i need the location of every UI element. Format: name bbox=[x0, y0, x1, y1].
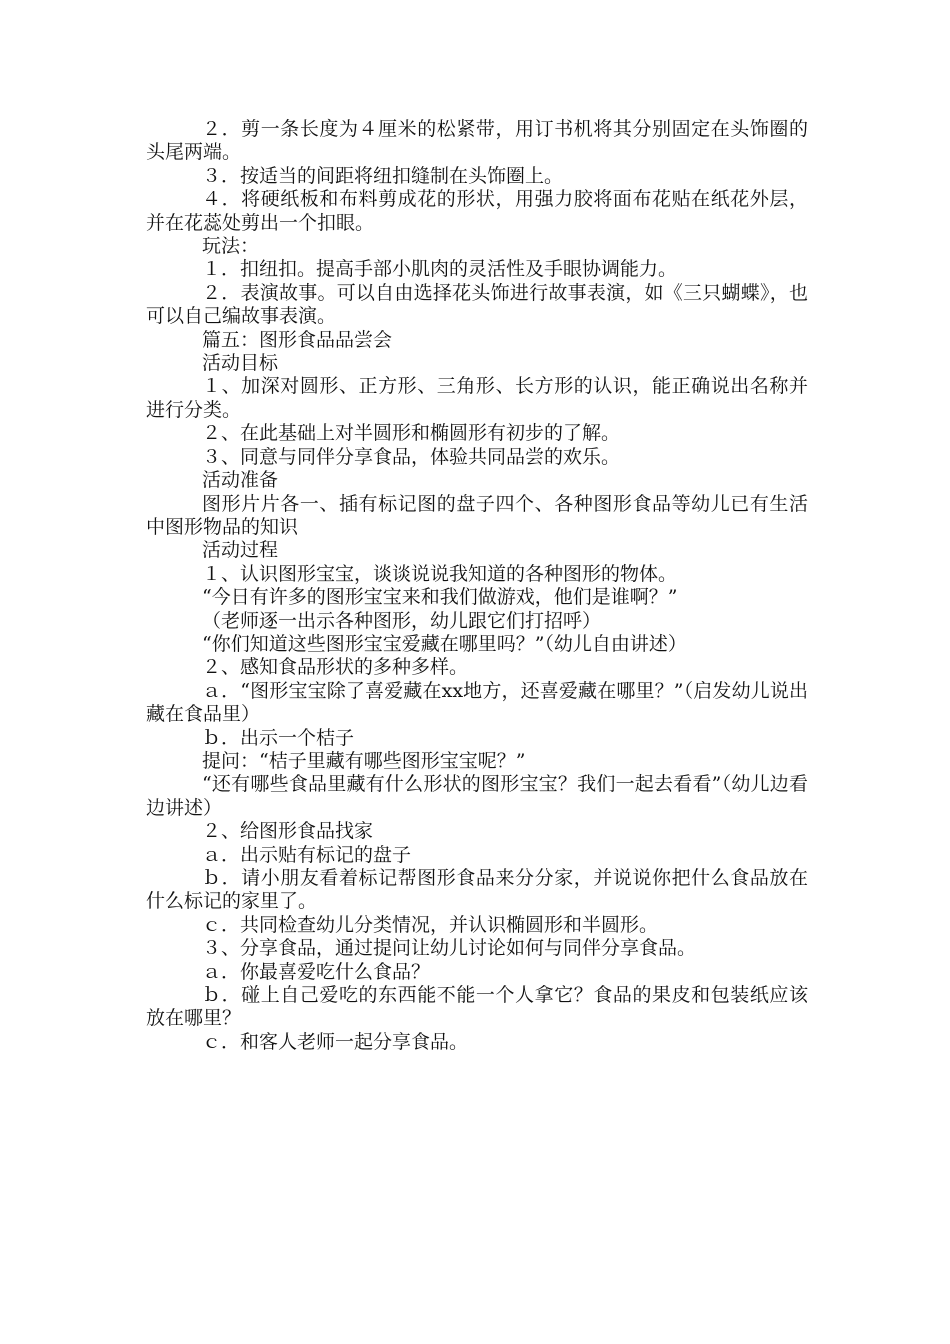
process-quote-2: “你们知道这些图形宝宝爱藏在哪里吗？”（幼儿自由讲述） bbox=[202, 632, 687, 655]
process-step-3a: ａ．出示贴有标记的盘子 bbox=[202, 843, 412, 866]
process-step-3: ２、给图形食品找家 bbox=[202, 820, 374, 843]
paragraph-step-3: ３．按适当的间距将纽扣缝制在头饰圈上。 bbox=[202, 164, 564, 187]
process-step-4b: ｂ．碰上自己爱吃的东西能不能一个人拿它？食品的果皮和包装纸应该放在哪里？ bbox=[146, 984, 808, 1030]
document-body bbox=[146, 118, 808, 1054]
process-step-4a: ａ．你最喜爱吃什么食品？ bbox=[202, 960, 431, 983]
process-question: 提问：“桔子里藏有哪些图形宝宝呢？” bbox=[202, 749, 526, 772]
paragraph-step-4: ４．将硬纸板和布料剪成花的形状，用强力胶将面布花贴在纸花外层，并在花蕊处剪出一个扣眼。 bbox=[146, 188, 808, 234]
process-step-3c: ｃ．共同检查幼儿分类情况，并认识椭圆形和半圆形。 bbox=[202, 913, 659, 936]
process-step-1: １、认识图形宝宝，谈谈说说我知道的各种图形的物体。 bbox=[202, 562, 678, 585]
play-method-1: １．扣纽扣。提高手部小肌肉的灵活性及手眼协调能力。 bbox=[202, 258, 678, 281]
heading-preparation: 活动准备 bbox=[202, 469, 279, 492]
process-note-1: （老师逐一出示各种图形，幼儿跟它们打招呼） bbox=[202, 609, 602, 632]
process-quote-1: “今日有许多的图形宝宝来和我们做游戏，他们是谁啊？” bbox=[202, 586, 678, 609]
process-quote-3: “还有哪些食品里藏有什么形状的图形宝宝？我们一起去看看”（幼儿边看边讲述） bbox=[146, 773, 808, 819]
preparation-text: 图形片片各一、插有标记图的盘子四个、各种图形食品等幼儿已有生活中图形物品的知识 bbox=[146, 492, 808, 538]
goal-2: ２、在此基础上对半圆形和椭圆形有初步的了解。 bbox=[202, 422, 621, 445]
process-step-3b: ｂ．请小朋友看着标记帮图形食品来分分家，并说说你把什么食品放在什么标记的家里了。 bbox=[146, 867, 808, 913]
goal-1: １、加深对圆形、正方形、三角形、长方形的认识，能正确说出名称并进行分类。 bbox=[146, 375, 808, 421]
process-step-4c: ｃ．和客人老师一起分享食品。 bbox=[202, 1030, 469, 1053]
heading-process: 活动过程 bbox=[202, 539, 279, 562]
process-step-4: ３、分享食品，通过提问让幼儿讨论如何与同伴分享食品。 bbox=[202, 937, 697, 960]
section-title: 篇五：图形食品品尝会 bbox=[202, 328, 393, 351]
play-method-2: ２．表演故事。可以自由选择花头饰进行故事表演，如《三只蝴蝶》，也可以自己编故事表演。 bbox=[146, 281, 808, 328]
heading-goals: 活动目标 bbox=[202, 352, 279, 375]
process-step-2: ２、感知食品形状的多种多样。 bbox=[202, 656, 469, 679]
heading-play-method: 玩法： bbox=[202, 235, 260, 258]
paragraph-step-2: ２．剪一条长度为４厘米的松紧带，用订书机将其分别固定在头饰圈的头尾两端。 bbox=[146, 118, 808, 164]
process-step-2a: ａ．“图形宝宝除了喜爱藏在xx地方，还喜爱藏在哪里？”（启发幼儿说出藏在食品里） bbox=[146, 679, 808, 726]
goal-3: ３、同意与同伴分享食品，体验共同品尝的欢乐。 bbox=[202, 445, 621, 468]
process-step-2b: ｂ．出示一个桔子 bbox=[202, 726, 355, 749]
